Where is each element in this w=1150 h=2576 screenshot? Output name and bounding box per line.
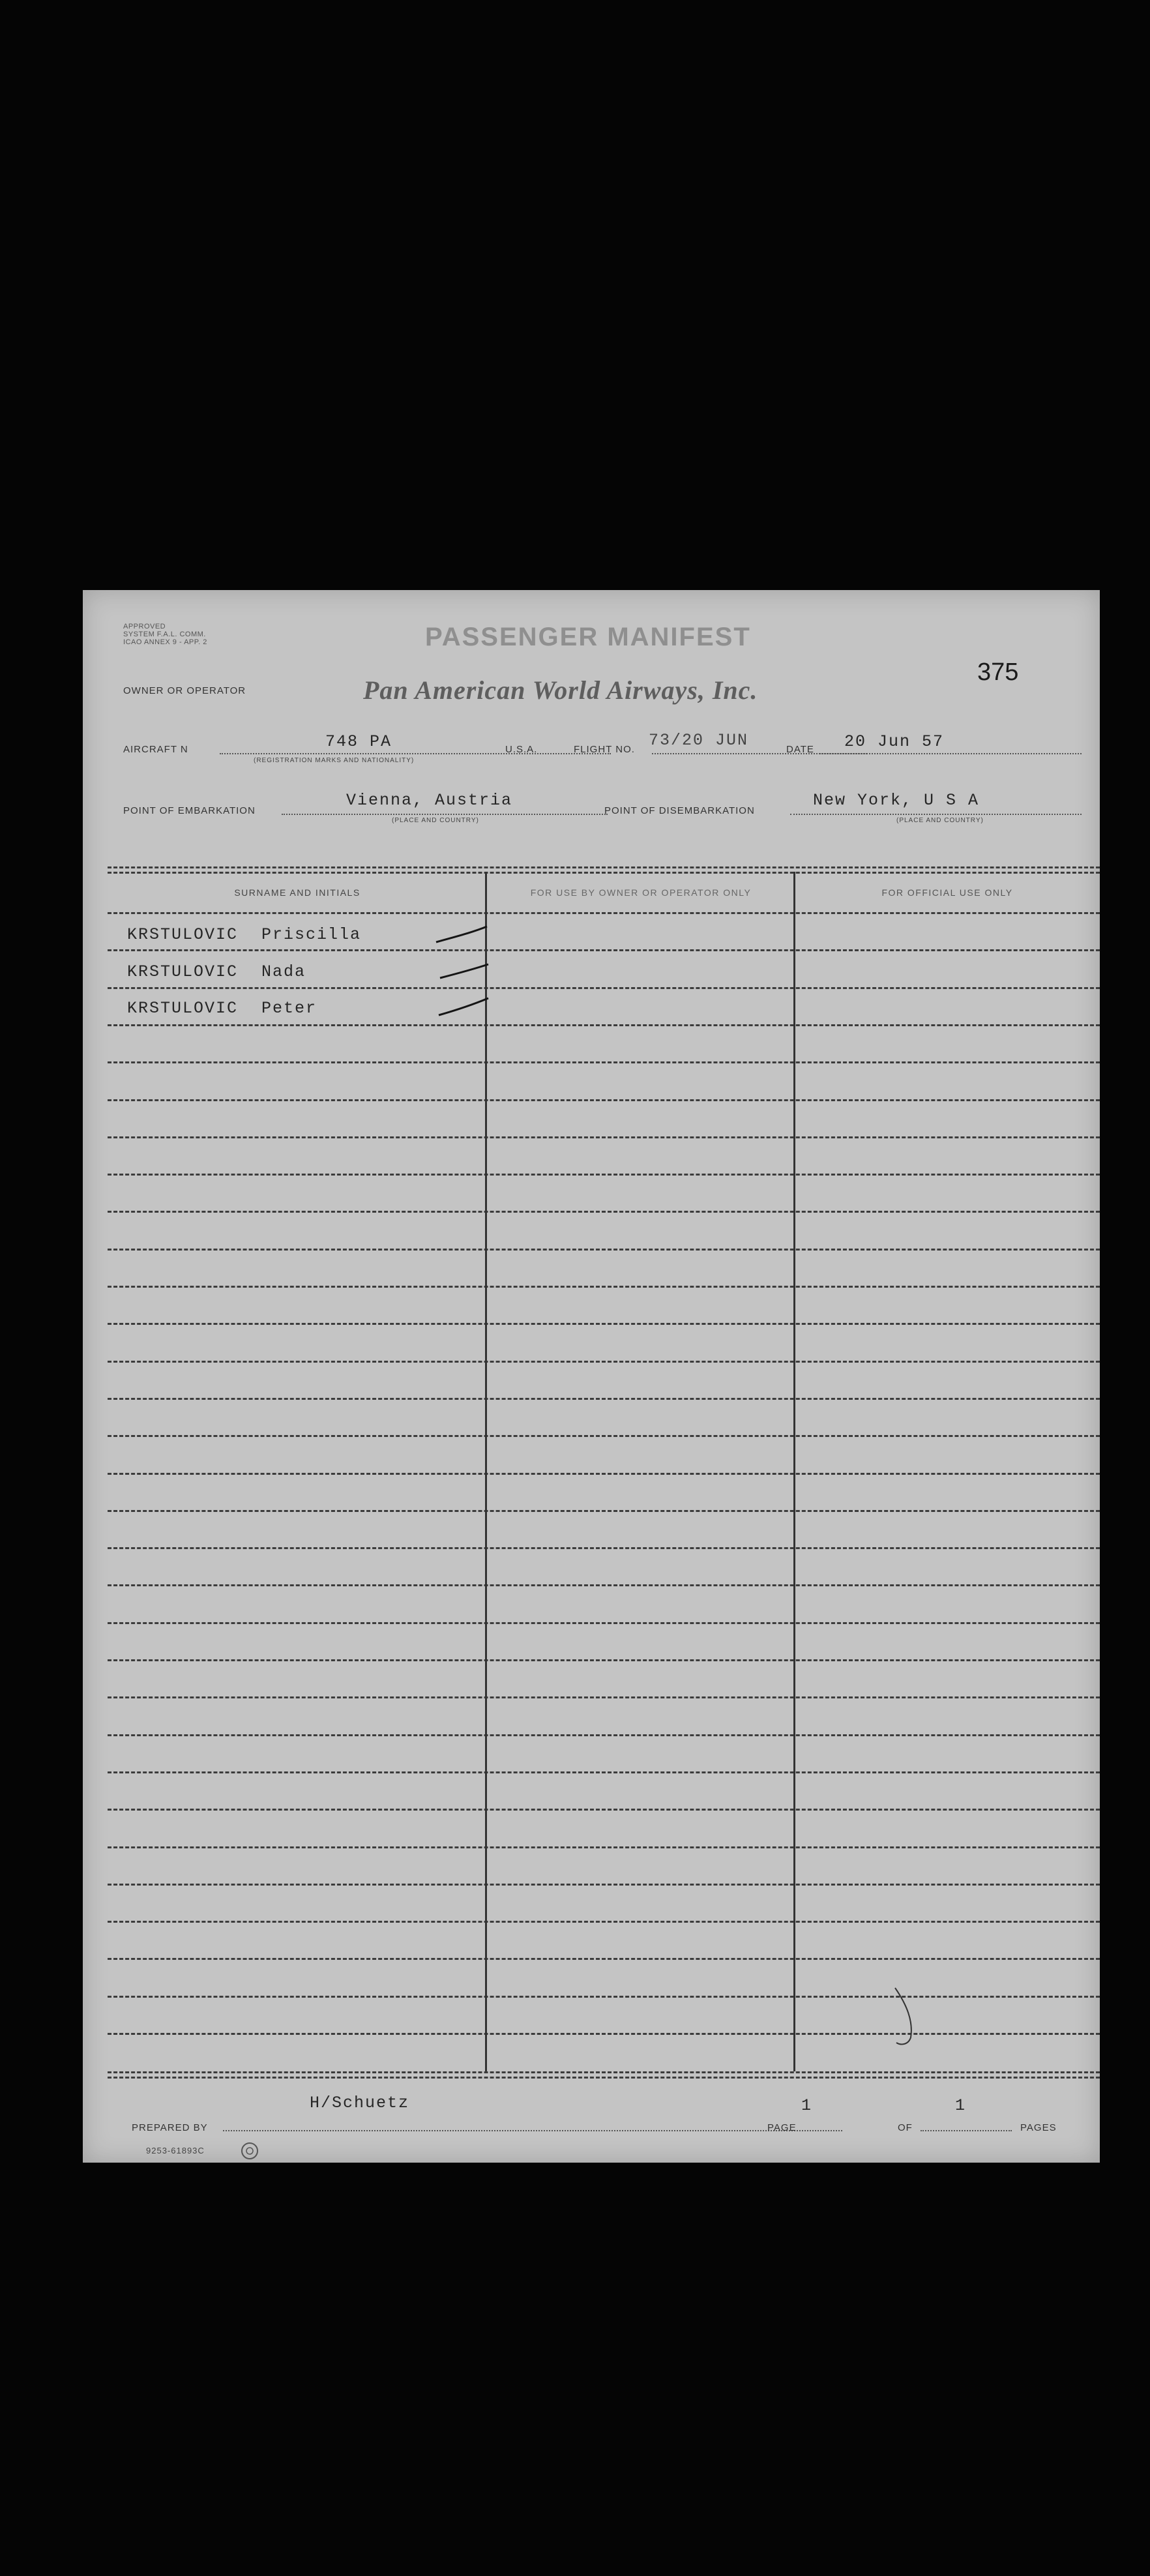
- prepared-by-value: H/Schuetz: [310, 2094, 410, 2112]
- union-label-icon: [239, 2140, 260, 2161]
- table-row-rule: [108, 1696, 1100, 1698]
- table-row-rule: [108, 1174, 1100, 1176]
- of-value: 1: [955, 2096, 967, 2115]
- embarkation-underline: [282, 814, 608, 815]
- table-row-rule: [108, 1622, 1100, 1624]
- table-row-rule: [108, 1435, 1100, 1437]
- date-label: DATE: [786, 744, 814, 755]
- table-top-rule: [108, 872, 1100, 874]
- passenger-surname: KRSTULOVIC: [127, 962, 239, 981]
- table-row-rule: [108, 1211, 1100, 1213]
- column-header-official: FOR OFFICIAL USE ONLY: [881, 887, 1013, 898]
- date-underline: [819, 753, 1082, 754]
- aircraft-note: (REGISTRATION MARKS AND NATIONALITY): [254, 757, 415, 764]
- table-row-rule: [108, 1024, 1100, 1026]
- table-row-rule: [108, 1323, 1100, 1325]
- table-row-rule: [108, 1361, 1100, 1363]
- page-label: PAGE: [767, 2122, 797, 2133]
- pages-label: PAGES: [1020, 2122, 1057, 2133]
- table-row: [83, 995, 1100, 1024]
- table-row-rule: [108, 1547, 1100, 1549]
- table-row-rule: [108, 1061, 1100, 1063]
- table-row: [83, 921, 1100, 950]
- table-row-rule: [108, 2033, 1100, 2035]
- table-bottom-rule: [108, 2077, 1100, 2079]
- approval-line: SYSTEM F.A.L. COMM.: [123, 630, 206, 638]
- table-top-rule: [108, 866, 1100, 868]
- table-row-rule: [108, 1809, 1100, 1811]
- table-row: [83, 958, 1100, 987]
- page-value: 1: [801, 2096, 813, 2115]
- manifest-number: 375: [977, 659, 1019, 686]
- passenger-given-name: Priscilla: [261, 925, 362, 944]
- table-row-rule: [108, 1584, 1100, 1586]
- flight-label: FLIGHT NO.: [574, 744, 635, 755]
- check-marks: [435, 910, 513, 1027]
- table-row-rule: [108, 1884, 1100, 1886]
- table-row-rule: [108, 1099, 1100, 1101]
- manifest-sheet: [83, 590, 1100, 2163]
- column-divider: [793, 872, 795, 2071]
- prepared-by-label: PREPARED BY: [132, 2122, 208, 2133]
- passenger-surname: KRSTULOVIC: [127, 999, 239, 1018]
- owner-label: OWNER OR OPERATOR: [123, 685, 246, 696]
- table-row-rule: [108, 1249, 1100, 1251]
- table-row-rule: [108, 1398, 1100, 1400]
- table-row-rule: [108, 1286, 1100, 1288]
- flight-value: 73/20 JUN: [649, 731, 749, 750]
- table-row-rule: [108, 1659, 1100, 1661]
- disembarkation-value: New York, U S A: [813, 791, 980, 810]
- embarkation-label: POINT OF EMBARKATION: [123, 805, 256, 816]
- table-row-rule: [108, 1996, 1100, 1998]
- disembarkation-label: POINT OF DISEMBARKATION: [604, 805, 755, 816]
- embarkation-note: (PLACE AND COUNTRY): [392, 817, 479, 824]
- owner-value: Pan American World Airways, Inc.: [363, 675, 758, 705]
- date-value: 20 Jun 57: [844, 732, 945, 751]
- prepared-by-underline: [223, 2130, 842, 2131]
- passenger-surname: KRSTULOVIC: [127, 925, 239, 944]
- aircraft-label: AIRCRAFT N: [123, 744, 188, 755]
- aircraft-value: 748 PA: [325, 732, 392, 751]
- table-bottom-rule: [108, 2071, 1100, 2073]
- table-row-rule: [108, 912, 1100, 914]
- of-label: OF: [898, 2122, 913, 2133]
- passenger-given-name: Peter: [261, 999, 317, 1018]
- column-divider: [485, 872, 487, 2071]
- table-row-rule: [108, 1958, 1100, 1960]
- aircraft-underline: [220, 753, 611, 754]
- disembarkation-note: (PLACE AND COUNTRY): [896, 817, 984, 824]
- table-row-rule: [108, 1473, 1100, 1475]
- approval-line: APPROVED: [123, 623, 166, 630]
- table-row-rule: [108, 1771, 1100, 1773]
- table-row-rule: [108, 1734, 1100, 1736]
- form-title: PASSENGER MANIFEST: [425, 623, 751, 651]
- column-header-surname: SURNAME AND INITIALS: [234, 887, 361, 898]
- approval-line: ICAO ANNEX 9 - APP. 2: [123, 638, 207, 646]
- table-row-rule: [108, 1510, 1100, 1512]
- table-row-rule: [108, 987, 1100, 989]
- table-row-rule: [108, 1921, 1100, 1923]
- table-row-rule: [108, 1846, 1100, 1848]
- passenger-given-name: Nada: [261, 962, 306, 981]
- disembarkation-underline: [790, 814, 1082, 815]
- of-underline: [921, 2130, 1012, 2131]
- pen-mark: [891, 1985, 930, 2050]
- embarkation-value: Vienna, Austria: [346, 791, 513, 810]
- usa-label: U.S.A.: [505, 744, 538, 755]
- table-row-rule: [108, 1136, 1100, 1138]
- form-code: 9253-61893C: [146, 2146, 205, 2155]
- approval-note: [123, 623, 207, 646]
- column-header-operator: FOR USE BY OWNER OR OPERATOR ONLY: [530, 887, 752, 898]
